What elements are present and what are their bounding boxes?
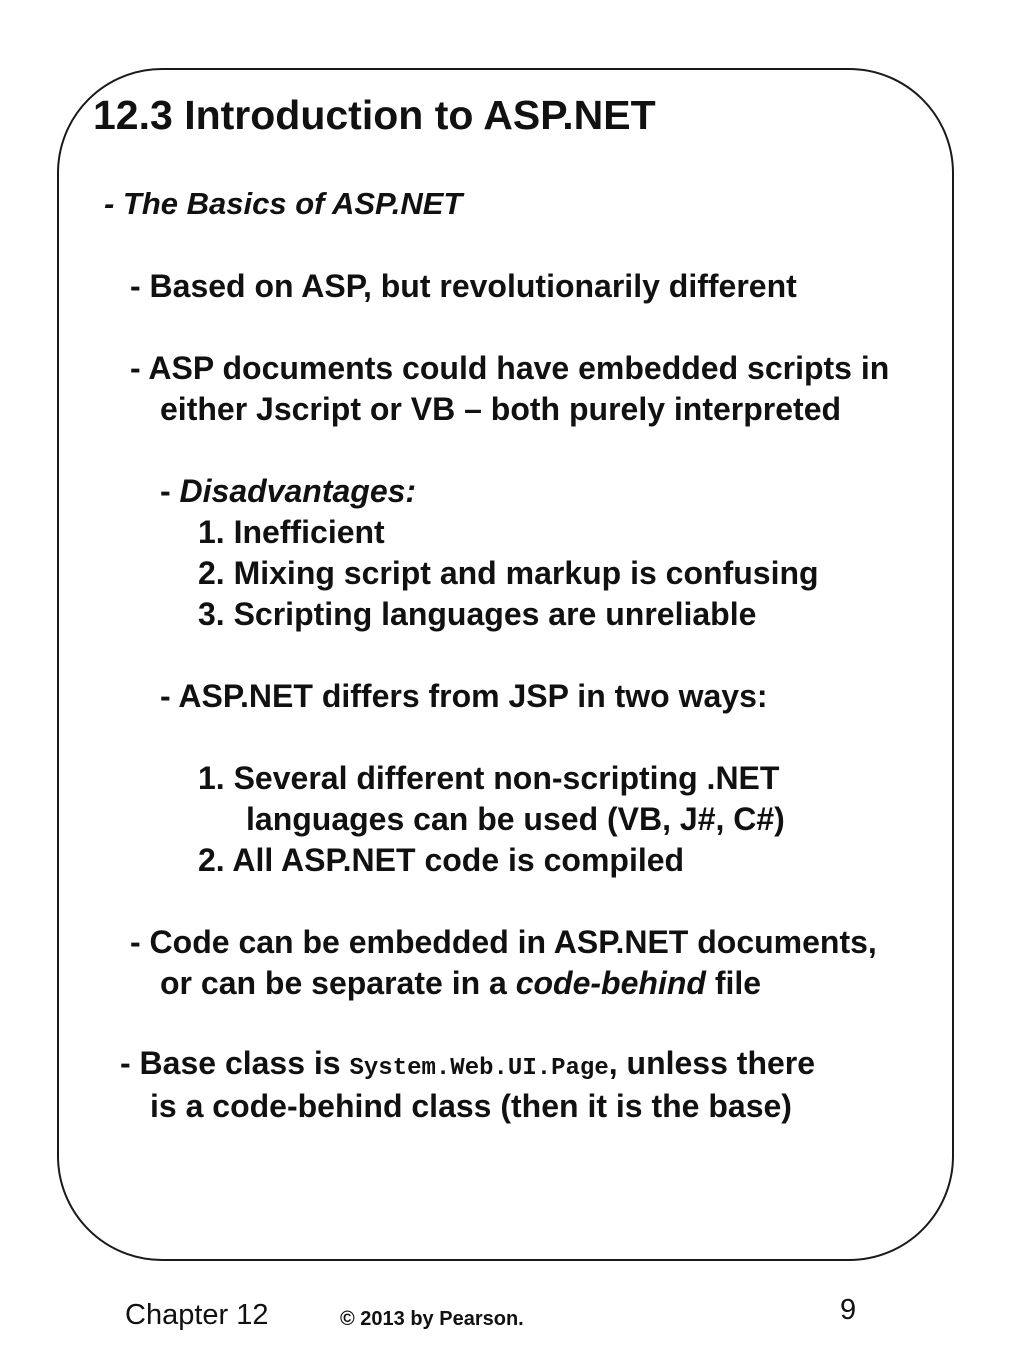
bullet-code-line2	[160, 963, 761, 1003]
bullet-asp-docs-line1: - ASP documents could have embedded scripts in	[130, 350, 890, 386]
bullet-code-line1: - Code can be embedded in ASP.NET documents,	[130, 924, 877, 960]
difference-item-2: 2. All ASP.NET code is compiled	[198, 842, 685, 878]
footer-chapter: Chapter 12	[125, 1299, 269, 1331]
slide-title: 12.3 Introduction to ASP.NET	[93, 92, 656, 138]
difference-item-1-line1: 1. Several different non-scripting .NET	[198, 760, 780, 796]
bullet-base-class-line2: is a code-behind class (then it is the base)	[150, 1088, 792, 1124]
bullet-disadvantages	[160, 471, 416, 511]
bullet-based-on: - Based on ASP, but revolutionarily different	[130, 268, 797, 304]
footer-copyright: © 2013 by Pearson.	[340, 1308, 524, 1330]
bullet-differs: - ASP.NET differs from JSP in two ways:	[160, 678, 768, 714]
code-behind-term: code-behind	[515, 965, 706, 1001]
disadvantage-item-2: 2. Mixing script and markup is confusing	[198, 555, 819, 591]
bullet-base-class-line1	[120, 1043, 815, 1089]
base-class-code: System.Web.UI.Page	[349, 1055, 609, 1082]
disadvantages-label: Disadvantages:	[179, 473, 417, 509]
base-class-post: , unless there	[608, 1045, 816, 1081]
base-class-pre: - Base class is	[120, 1045, 350, 1081]
disadvantage-item-1: 1. Inefficient	[198, 514, 385, 550]
difference-item-1-line2: languages can be used (VB, J#, C#)	[246, 801, 785, 837]
disadvantage-item-3: 3. Scripting languages are unreliable	[198, 596, 757, 632]
page-number: 9	[840, 1294, 857, 1326]
bullet-asp-docs-line2: either Jscript or VB – both purely interpreted	[160, 391, 842, 427]
disadvantages-prefix: -	[160, 473, 180, 509]
section-subtitle: - The Basics of ASP.NET	[104, 186, 463, 221]
code-line2-post: file	[705, 965, 762, 1001]
code-line2-pre: or can be separate in a	[160, 965, 516, 1001]
